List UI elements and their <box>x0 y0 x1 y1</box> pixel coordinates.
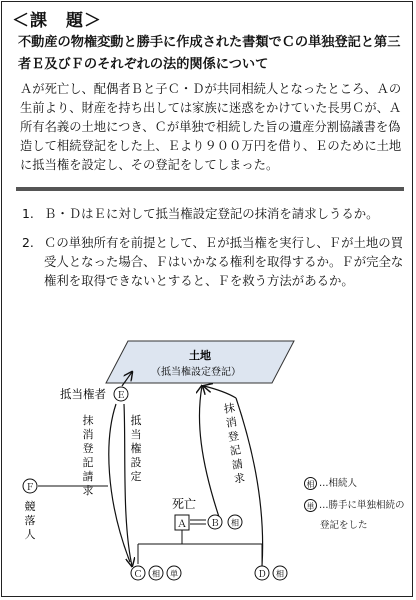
question-number: 2. <box>22 235 34 250</box>
party-e-label: Ｅ <box>116 391 126 401</box>
legend-single <box>304 498 405 514</box>
question-text: Ｃの単独所有を前提として、Ｅが抵当権を実行し、Ｆが土地の買受人となった場合、Ｆはいかなる権利を取得するか。Ｆが完全な権利を取得できないとすると、Ｆを救う方法があるか。 <box>44 235 404 288</box>
cancel-left-char: 消 <box>82 428 94 441</box>
party-f-label: Ｆ <box>25 483 35 493</box>
question-number: 1. <box>22 206 34 221</box>
c-heir-mark: 相 <box>152 569 160 579</box>
cancel-left-curve <box>109 404 130 562</box>
cancel-right-arrow <box>204 386 236 398</box>
mortgage-set-char: 設 <box>130 456 142 469</box>
cancel-left-char: 抹 <box>82 414 94 427</box>
party-a-label: Ａ <box>177 519 187 530</box>
b-heir-mark: 相 <box>231 518 239 528</box>
party-c-label: Ｃ <box>133 570 143 580</box>
cancel-left-char: 求 <box>82 484 94 497</box>
land-subtitle: （抵当権設定登記） <box>151 367 241 378</box>
cancel-right-char: 記 <box>228 443 242 458</box>
cancel-right-char: 登 <box>226 429 240 444</box>
legend-single-cont: 登記をした <box>320 520 368 531</box>
mortgage-set-char: 抵 <box>130 414 142 427</box>
d-heir-mark: 相 <box>276 569 284 579</box>
auction-char: 人 <box>24 528 36 541</box>
party-b-label: Ｂ <box>210 519 220 529</box>
cancel-right-char: 求 <box>232 471 246 486</box>
land-title: 土地 <box>189 349 211 362</box>
deceased-label: 死亡 <box>171 497 197 511</box>
cancel-right-char: 抹 <box>222 401 236 416</box>
case-facts: Ａが死亡し、配偶者Ｂと子Ｃ・Ｄが共同相続人となったところ、Ａの生前より、財産を持ち出しては家族に迷惑をかけていた長男Ｃが、Ａ所有名義の土地につき、Ｃが単独で相続した旨の遺産分割協議書を偽造して相続登記をした上、Ｅより９００万円を借り、Ｅのために土地に抵当権を設定し、その登記をしてしまった。 <box>20 82 402 172</box>
cancel-request-left <box>83 413 94 497</box>
question-text: Ｂ・ＤはＥに対して抵当権設定登記の抹消を請求しうるか。 <box>44 206 379 221</box>
auction-char: 競 <box>24 500 36 513</box>
cancel-right-char: 消 <box>224 415 238 430</box>
page-heading: ＜課 題＞ <box>12 11 102 31</box>
page-subtitle: 不動産の物権変動と勝手に作成された書類でＣの単独登記と第三者Ｅ及びＦのそれぞれの法的関係について <box>18 35 401 72</box>
party-d-label: Ｄ <box>257 570 267 580</box>
cancel-left-char: 請 <box>82 470 94 483</box>
legend-heir <box>304 476 405 492</box>
legend-single-mark: 単 <box>304 499 317 512</box>
legend-single-text: …勝手に単独相続の <box>319 500 405 511</box>
mortgage-set-char: 定 <box>130 470 142 483</box>
cancel-right-char: 請 <box>230 457 244 472</box>
auction-label <box>25 499 36 541</box>
diagram-legend <box>304 476 405 534</box>
mortgage-set-label <box>131 413 142 483</box>
cancel-request-right <box>223 400 246 486</box>
b-cancel-curve <box>199 386 220 520</box>
cancel-left-char: 登 <box>82 442 94 455</box>
auction-char: 落 <box>24 514 36 527</box>
mortgagee-label: 抵当権者 <box>60 387 106 401</box>
c-single-mark: 単 <box>170 569 178 579</box>
mortgage-set-char: 権 <box>130 442 142 455</box>
mortgage-set-char: 当 <box>130 428 142 441</box>
legend-heir-text: …相続人 <box>319 478 358 489</box>
legend-heir-mark: 相 <box>304 477 317 490</box>
cancel-left-char: 記 <box>82 456 94 469</box>
